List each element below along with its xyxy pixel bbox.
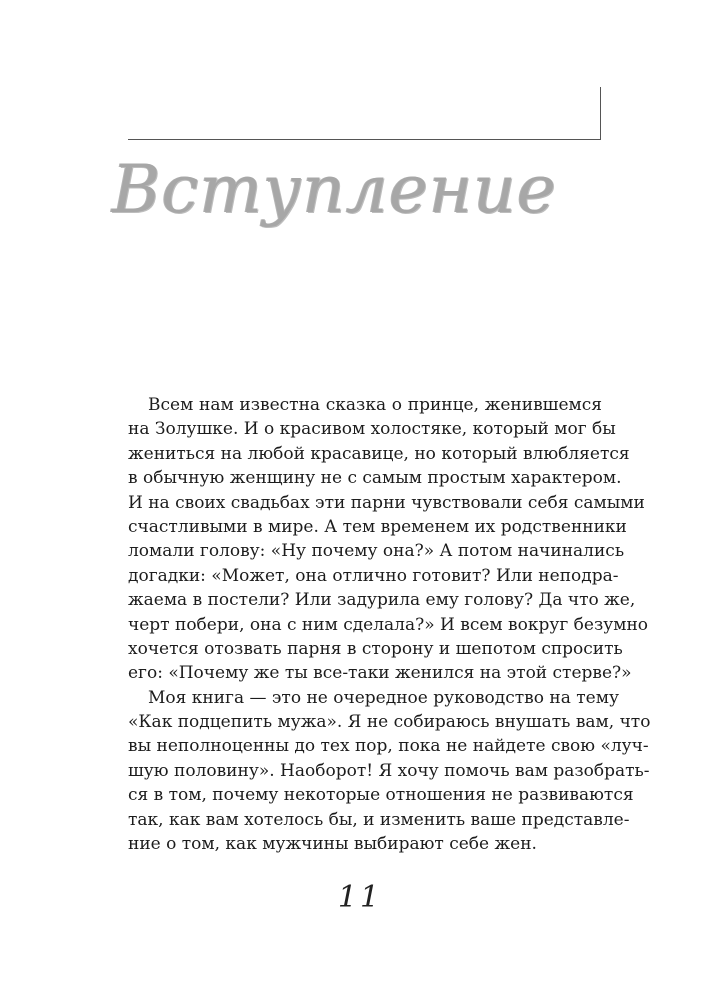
page-number: 11 xyxy=(337,880,383,915)
header-rule-vertical xyxy=(600,87,601,140)
text-line: его: «Почему же ты все-таки женился на этой стерве?» xyxy=(128,663,632,684)
text-line: Моя книга — это не очередное руководство на тему xyxy=(148,687,619,708)
text-line: жениться на любой красавице, но который влюбляется xyxy=(128,443,630,464)
text-line: черт побери, она с ним сделала?» И всем вокруг безумно xyxy=(128,614,649,635)
text-line: шую половину». Наоборот! Я хочу помочь вам разобрать- xyxy=(128,760,650,781)
text-line: ломали голову: «Ну почему она?» А потом начинались xyxy=(128,541,625,562)
text-line: И на своих свадьбах эти парни чувствовали себя самыми xyxy=(128,492,645,513)
body-text xyxy=(128,393,651,856)
text-line: хочется отозвать парня в сторону и шепотом спросить xyxy=(128,638,623,659)
paragraph xyxy=(128,686,651,857)
text-line: «Как подцепить мужа». Я не собираюсь внушать вам, что xyxy=(128,712,651,733)
text-line: догадки: «Может, она отлично готовит? Или неподра- xyxy=(128,565,619,586)
text-line: в обычную женщину не с самым простым характером. xyxy=(128,468,622,489)
text-line: так, как вам хотелось бы, и изменить ваше представле- xyxy=(128,809,630,830)
text-line: счастливыми в мире. А тем временем их родственники xyxy=(128,516,627,537)
chapter-title: Вступление xyxy=(112,151,557,228)
text-line: жаема в постели? Или задурила ему голову? Да что же, xyxy=(128,590,636,611)
text-line: ние о том, как мужчины выбирают себе жен. xyxy=(128,834,537,855)
paragraph xyxy=(128,393,649,686)
text-line: Всем нам известна сказка о принце, женившемся xyxy=(148,395,602,415)
text-line: на Золушке. И о красивом холостяке, который мог бы xyxy=(128,419,616,440)
text-line: ся в том, почему некоторые отношения не развиваются xyxy=(128,785,634,806)
text-line: вы неполноценны до тех пор, пока не найдете свою «луч- xyxy=(128,736,649,757)
